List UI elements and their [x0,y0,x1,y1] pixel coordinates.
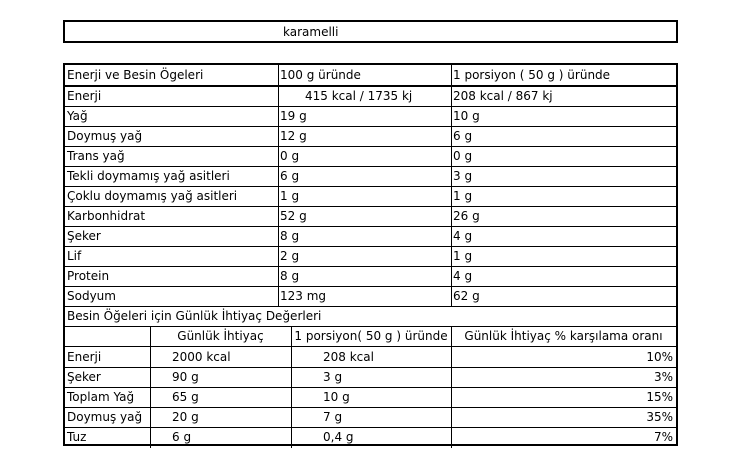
daily-need-value: 6 g [172,430,192,444]
table-row-divider [65,246,676,247]
daily-percent-value: 15% [646,390,673,404]
daily-percent-value: 35% [646,410,673,424]
per-portion-value: 3 g [453,169,473,183]
per-portion-value: 1 g [453,189,473,203]
table-row-divider [65,407,676,408]
daily-need-value: 90 g [172,370,199,384]
per-100g-value: 19 g [280,109,307,123]
table-row-divider [65,266,676,267]
daily-header-cell: Günlük İhtiyaç % karşılama oranı [464,329,663,343]
per-portion-value: 1 g [453,249,473,263]
per-100g-value: 1 g [280,189,300,203]
table-column-divider [451,65,452,306]
nutrient-name: Yağ [67,109,88,123]
table-row-divider [65,346,676,347]
table-row-divider [65,226,676,227]
per-100g-value: 12 g [280,129,307,143]
daily-percent-value: 10% [646,350,673,364]
daily-need-value: 65 g [172,390,199,404]
daily-need-value: 2000 kcal [172,350,231,364]
daily-need-value: 20 g [172,410,199,424]
per-portion-value: 4 g [453,269,473,283]
daily-portion-value: 10 g [323,390,350,404]
nutrient-name: Tekli doymamış yağ asitleri [67,169,230,183]
daily-nutrient-name: Tuz [67,430,87,444]
table-row-divider [65,146,676,147]
per-portion-value: 4 g [453,229,473,243]
per-portion-value: 6 g [453,129,473,143]
table-row-divider [65,85,676,87]
per-100g-value: 2 g [280,249,300,263]
table-row-divider [65,106,676,107]
product-title-box [63,20,678,43]
daily-portion-value: 208 kcal [323,350,374,364]
table-row-divider [65,206,676,207]
table-row-divider [65,326,676,327]
table-column-divider [278,65,279,306]
header-cell: 100 g üründe [280,68,361,82]
nutrient-name: Çoklu doymamış yağ asitleri [67,189,238,203]
table-row-divider [65,387,676,388]
daily-nutrient-name: Şeker [67,370,101,384]
daily-percent-value: 7% [653,430,673,444]
per-100g-value: 8 g [280,269,300,283]
per-100g-value: 8 g [280,229,300,243]
per-100g-value: 6 g [280,169,300,183]
nutrient-name: Trans yağ [67,149,125,163]
nutrient-name: Lif [67,249,82,263]
table-column-divider [451,326,452,448]
header-cell: Enerji ve Besin Ögeleri [67,68,204,82]
per-100g-value: 52 g [280,209,307,223]
table-row-divider [65,367,676,368]
daily-nutrient-name: Toplam Yağ [67,390,135,404]
product-title: karamelli [283,25,339,39]
table-column-divider [150,326,151,448]
daily-nutrient-name: Enerji [67,350,102,364]
daily-header-cell: Günlük İhtiyaç [177,329,264,343]
table-row-divider [65,166,676,167]
nutrition-table [63,63,678,446]
table-row-divider [65,306,676,307]
daily-portion-value: 3 g [323,370,343,384]
nutrient-name: Doymuş yağ [67,129,143,143]
per-100g-value: 0 g [280,149,300,163]
per-100g-value: 123 mg [280,289,327,303]
table-row-divider [65,286,676,287]
per-portion-value: 26 g [453,209,480,223]
daily-percent-value: 3% [653,370,673,384]
table-row-divider [65,427,676,428]
nutrient-name: Şeker [67,229,101,243]
nutrient-name: Protein [67,269,110,283]
per-portion-value: 62 g [453,289,480,303]
daily-section-title: Besin Öğeleri için Günlük İhtiyaç Değerleri [67,309,322,323]
table-column-divider [291,326,292,448]
daily-portion-value: 7 g [323,410,343,424]
per-portion-value: 10 g [453,109,480,123]
nutrient-name: Sodyum [67,289,116,303]
daily-portion-value: 0,4 g [323,430,354,444]
per-portion-value: 208 kcal / 867 kj [453,89,553,103]
per-100g-value: 415 kcal / 1735 kj [305,89,413,103]
table-row-divider [65,186,676,187]
nutrient-name: Karbonhidrat [67,209,146,223]
table-row-divider [65,126,676,127]
daily-header-cell: 1 porsiyon( 50 g ) üründe [294,329,448,343]
per-portion-value: 0 g [453,149,473,163]
header-cell: 1 porsiyon ( 50 g ) üründe [453,68,611,82]
nutrient-name: Enerji [67,89,102,103]
daily-nutrient-name: Doymuş yağ [67,410,143,424]
